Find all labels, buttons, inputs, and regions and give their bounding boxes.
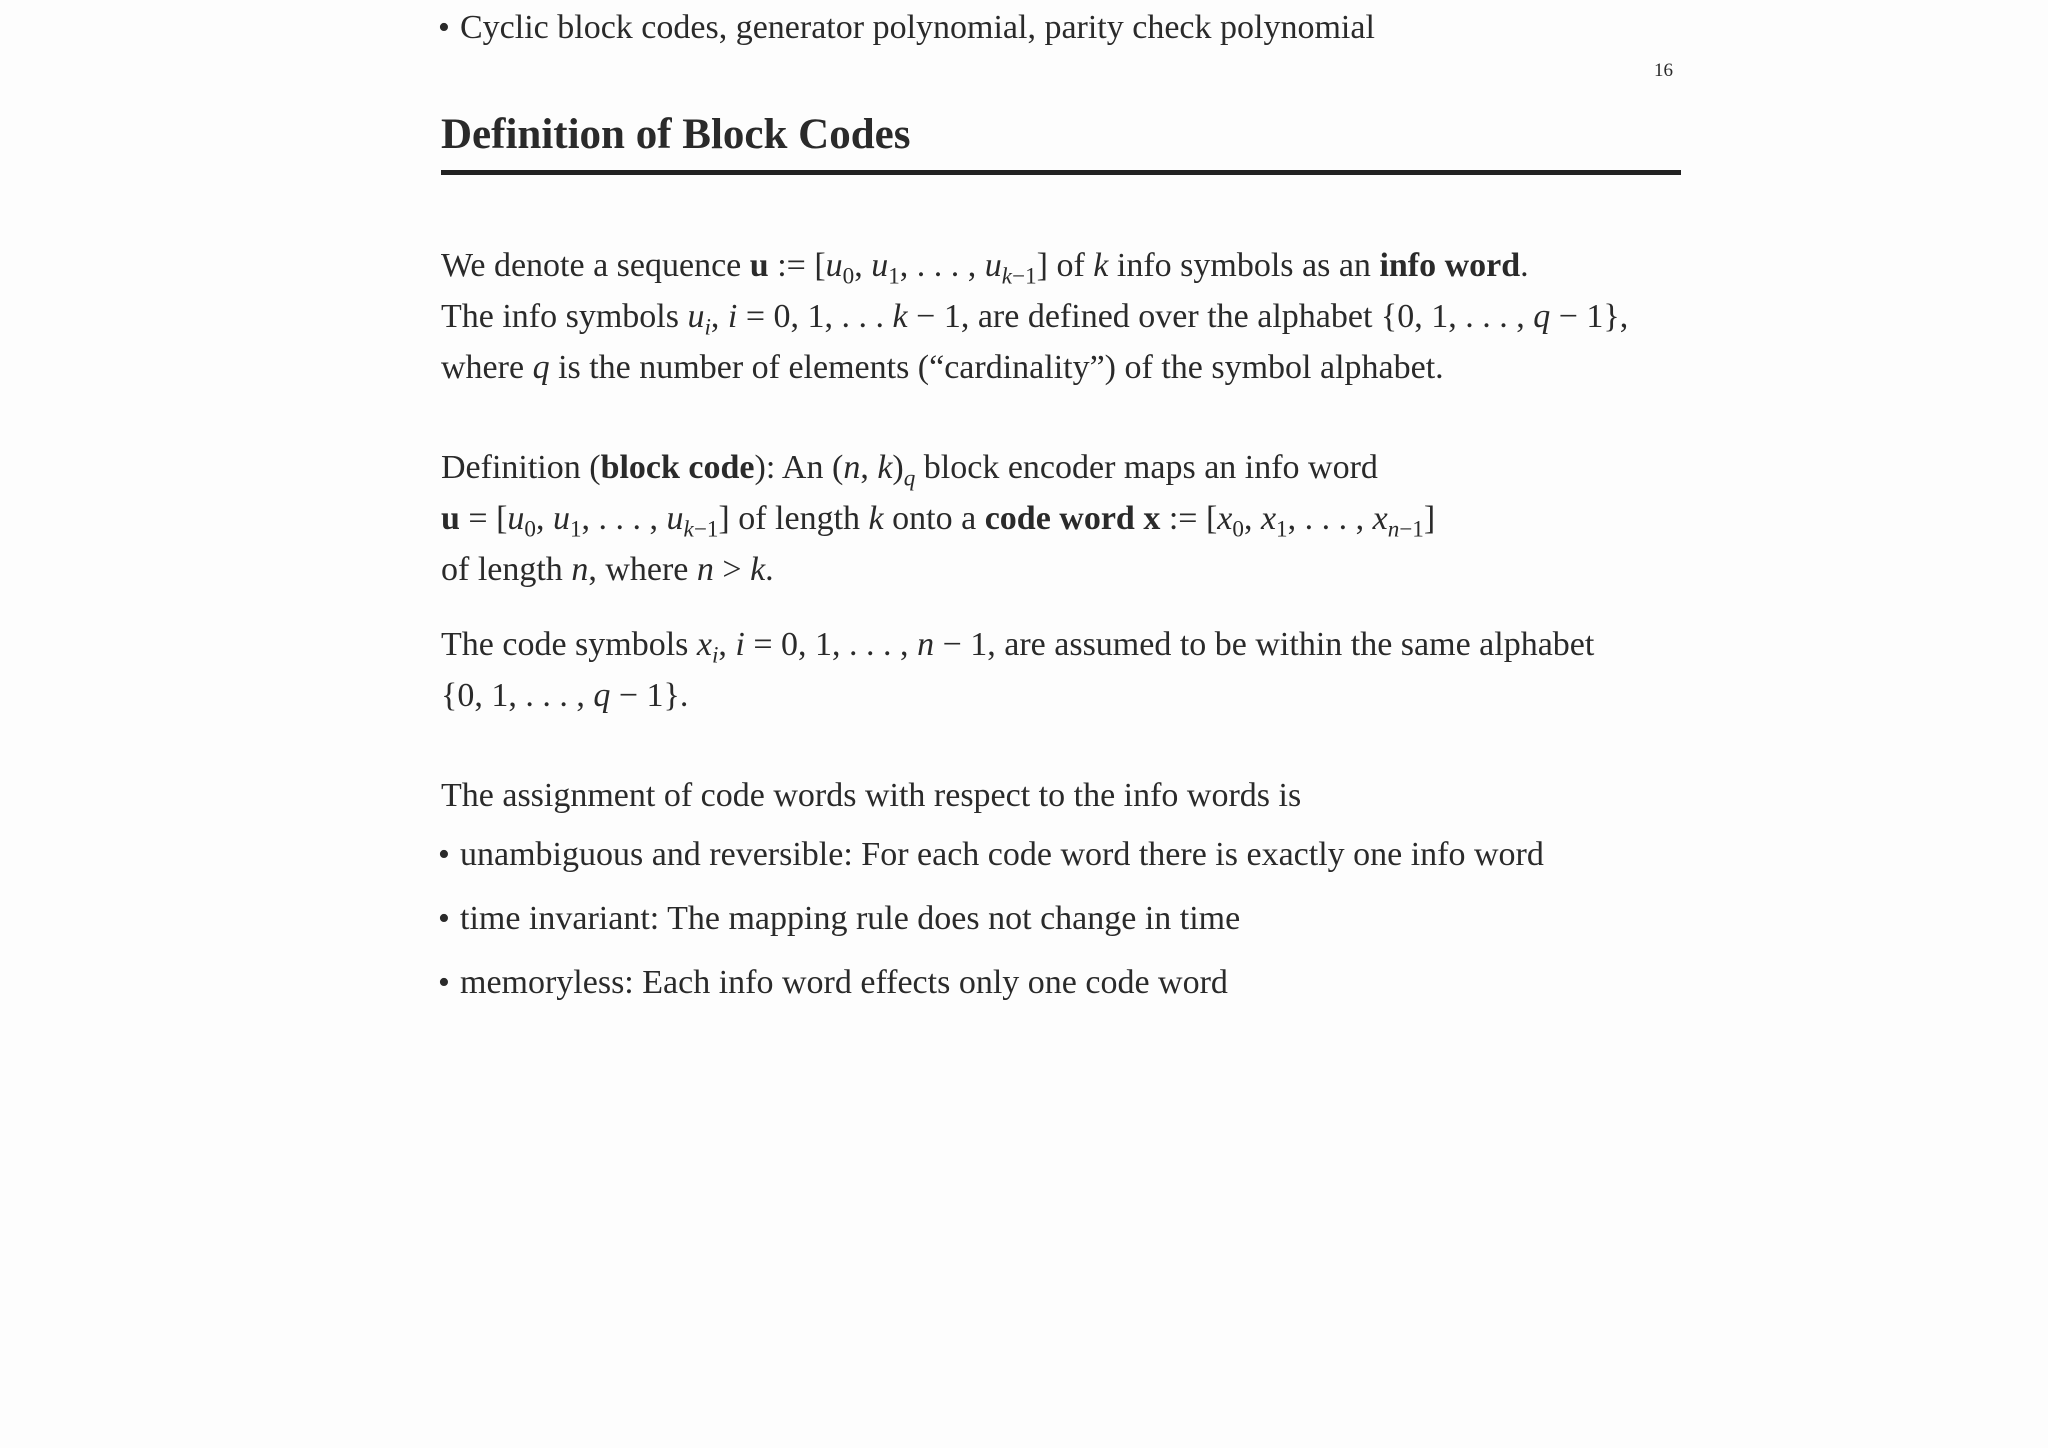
page-number: 16 xyxy=(1654,60,1673,81)
definition-line-1: Definition (block code): An (n, $k)_q$ block encoder maps an info word xyxy=(441,449,1378,492)
code-symbols-line-1: The code symbols $x_i$, i = 0, 1, . . . , n − 1, are assumed to be within the same alphabet xyxy=(441,626,1595,669)
info-word-line-3: where q is the number of elements (“cardinality”) of the symbol alphabet. xyxy=(441,349,1444,386)
list-item-text: unambiguous and reversible: For each code word there is exactly one info word xyxy=(460,836,1544,873)
list-item-text: time invariant: The mapping rule does not change in time xyxy=(460,900,1241,937)
info-word-line-1: We denote a sequence u := [$u_0$, $u_1$, . . . , $u_{k-1}$] of k info symbols as an info word. xyxy=(441,247,1529,290)
page-title: Definition of Block Codes xyxy=(441,111,911,158)
bullet-icon: • xyxy=(438,900,450,937)
list-item xyxy=(438,835,1544,875)
list-item xyxy=(438,963,1228,1003)
assignment-intro: The assignment of code words with respect to the info words is xyxy=(441,777,1302,814)
title-underline xyxy=(441,170,1681,175)
bullet-icon: • xyxy=(438,9,450,46)
list-item xyxy=(438,899,1241,939)
code-symbols-line-2: {0, 1, . . . , q − 1}. xyxy=(441,677,689,714)
bullet-icon: • xyxy=(438,964,450,1001)
list-item-text: memoryless: Each info word effects only one code word xyxy=(460,964,1228,1001)
info-word-line-2: The info symbols $u_i$, i = 0, 1, . . . k − 1, are defined over the alphabet {0, 1, . . . , q − 1}, xyxy=(441,298,1629,341)
bullet-text: Cyclic block codes, generator polynomial, parity check polynomial xyxy=(460,9,1375,46)
bullet-icon: • xyxy=(438,836,450,873)
definition-line-3: of length n, where n > k. xyxy=(441,551,774,588)
definition-line-2: $u = [u_0$, $u_1$, . . . , $u_{k-1}$] of length k onto a code word x := [$x_0$, $x_1$, . . . , $x_{n-1}$] xyxy=(441,500,1436,543)
previous-slide-bullet xyxy=(438,8,1375,48)
